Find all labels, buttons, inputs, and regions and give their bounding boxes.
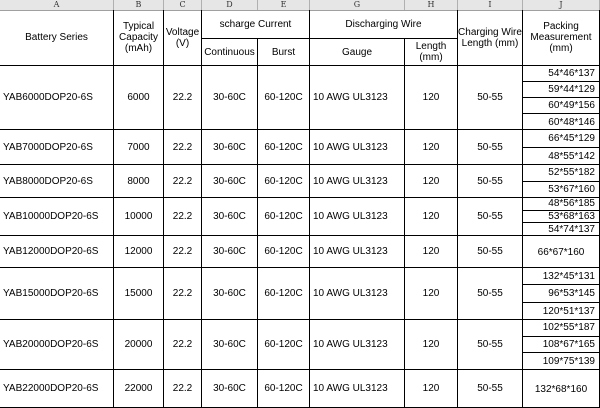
- cell-continuous[interactable]: 30-60C: [202, 198, 258, 236]
- cell-length[interactable]: 120: [405, 130, 458, 165]
- cell-continuous[interactable]: 30-60C: [202, 130, 258, 165]
- cell-packing[interactable]: [523, 320, 600, 370]
- cell-continuous[interactable]: 30-60C: [202, 165, 258, 198]
- header-length[interactable]: Length (mm): [405, 39, 458, 66]
- cell-gauge[interactable]: 10 AWG UL3123: [310, 198, 405, 236]
- cell-gauge[interactable]: 10 AWG UL3123: [310, 268, 405, 320]
- cell-burst[interactable]: 60-120C: [258, 130, 310, 165]
- packing-measurement: 108*67*165: [523, 337, 599, 354]
- cell-charging-wire[interactable]: 50-55: [458, 165, 523, 198]
- cell-gauge[interactable]: 10 AWG UL3123: [310, 130, 405, 165]
- cell-length[interactable]: 120: [405, 320, 458, 370]
- column-letter-d[interactable]: D: [202, 0, 258, 10]
- header-charging-wire[interactable]: Charging Wire Length (mm): [458, 10, 523, 66]
- packing-measurement: 48*56*185: [523, 198, 599, 211]
- cell-battery-series[interactable]: YAB10000DOP20-6S: [0, 198, 114, 236]
- cell-battery-series[interactable]: YAB15000DOP20-6S: [0, 268, 114, 320]
- packing-measurement: 59*44*129: [523, 82, 599, 98]
- cell-packing[interactable]: [523, 198, 600, 236]
- cell-burst[interactable]: 60-120C: [258, 236, 310, 268]
- cell-length[interactable]: 120: [405, 268, 458, 320]
- cell-gauge[interactable]: 10 AWG UL3123: [310, 370, 405, 408]
- cell-length[interactable]: 120: [405, 66, 458, 130]
- cell-gauge[interactable]: 10 AWG UL3123: [310, 165, 405, 198]
- column-letter-i[interactable]: I: [458, 0, 523, 10]
- cell-capacity[interactable]: 7000: [114, 130, 164, 165]
- packing-measurement: 66*45*129: [523, 130, 599, 148]
- cell-voltage[interactable]: 22.2: [164, 130, 202, 165]
- cell-battery-series[interactable]: YAB8000DOP20-6S: [0, 165, 114, 198]
- packing-measurement: 96*53*145: [523, 285, 599, 302]
- header-burst[interactable]: Burst: [258, 39, 310, 66]
- cell-packing[interactable]: [523, 236, 600, 268]
- cell-voltage[interactable]: 22.2: [164, 165, 202, 198]
- column-letter-j[interactable]: J: [523, 0, 600, 10]
- header-gauge[interactable]: Gauge: [310, 39, 405, 66]
- cell-continuous[interactable]: 30-60C: [202, 66, 258, 130]
- cell-length[interactable]: 120: [405, 370, 458, 408]
- packing-measurement: 120*51*137: [542, 305, 595, 317]
- cell-capacity[interactable]: 20000: [114, 320, 164, 370]
- header-discharge-current[interactable]: scharge Current: [202, 10, 310, 39]
- cell-burst[interactable]: 60-120C: [258, 165, 310, 198]
- packing-measurement: 60*49*156: [523, 98, 599, 114]
- column-letter-g[interactable]: G: [310, 0, 405, 10]
- cell-voltage[interactable]: 22.2: [164, 198, 202, 236]
- packing-measurement: 109*75*139: [542, 356, 595, 368]
- cell-charging-wire[interactable]: 50-55: [458, 320, 523, 370]
- cell-capacity[interactable]: 10000: [114, 198, 164, 236]
- cell-packing[interactable]: [523, 370, 600, 408]
- cell-packing[interactable]: [523, 268, 600, 320]
- cell-capacity[interactable]: 22000: [114, 370, 164, 408]
- header-voltage[interactable]: Voltage (V): [164, 10, 202, 66]
- cell-burst[interactable]: 60-120C: [258, 370, 310, 408]
- cell-continuous[interactable]: 30-60C: [202, 320, 258, 370]
- header-continuous[interactable]: Continuous: [202, 39, 258, 66]
- cell-continuous[interactable]: 30-60C: [202, 236, 258, 268]
- cell-battery-series[interactable]: YAB6000DOP20-6S: [0, 66, 114, 130]
- cell-charging-wire[interactable]: 50-55: [458, 66, 523, 130]
- packing-measurement: 52*55*182: [523, 165, 599, 182]
- cell-charging-wire[interactable]: 50-55: [458, 370, 523, 408]
- column-letter-h[interactable]: H: [405, 0, 458, 10]
- cell-capacity[interactable]: 12000: [114, 236, 164, 268]
- header-packing[interactable]: Packing Measurement (mm): [523, 10, 600, 66]
- cell-voltage[interactable]: 22.2: [164, 320, 202, 370]
- packing-measurement: 66*67*160: [537, 246, 585, 258]
- cell-capacity[interactable]: 6000: [114, 66, 164, 130]
- cell-packing[interactable]: [523, 130, 600, 165]
- cell-voltage[interactable]: 22.2: [164, 370, 202, 408]
- header-battery-series[interactable]: Battery Series: [0, 10, 114, 66]
- column-letter-b[interactable]: B: [114, 0, 164, 10]
- cell-continuous[interactable]: 30-60C: [202, 268, 258, 320]
- cell-charging-wire[interactable]: 50-55: [458, 236, 523, 268]
- packing-measurement: 48*55*142: [548, 150, 595, 162]
- packing-measurement: 60*48*146: [548, 116, 595, 128]
- cell-charging-wire[interactable]: 50-55: [458, 130, 523, 165]
- cell-gauge[interactable]: 10 AWG UL3123: [310, 66, 405, 130]
- cell-voltage[interactable]: 22.2: [164, 268, 202, 320]
- packing-measurement: 54*74*137: [548, 224, 595, 236]
- header-discharging-wire[interactable]: Discharging Wire: [310, 10, 458, 39]
- cell-packing[interactable]: [523, 66, 600, 130]
- cell-packing[interactable]: [523, 165, 600, 198]
- column-letter-a[interactable]: A: [0, 0, 114, 10]
- cell-length[interactable]: 120: [405, 165, 458, 198]
- header-capacity[interactable]: Typical Capacity (mAh): [114, 10, 164, 66]
- packing-measurement: 132*45*131: [523, 268, 599, 285]
- cell-burst[interactable]: 60-120C: [258, 66, 310, 130]
- cell-charging-wire[interactable]: 50-55: [458, 198, 523, 236]
- cell-charging-wire[interactable]: 50-55: [458, 268, 523, 320]
- column-letter-c[interactable]: C: [164, 0, 202, 10]
- cell-gauge[interactable]: 10 AWG UL3123: [310, 236, 405, 268]
- packing-measurement: 54*46*137: [523, 66, 599, 82]
- cell-battery-series[interactable]: YAB7000DOP20-6S: [0, 130, 114, 165]
- packing-measurement: 53*67*160: [548, 184, 595, 196]
- cell-length[interactable]: 120: [405, 236, 458, 268]
- cell-voltage[interactable]: 22.2: [164, 66, 202, 130]
- packing-measurement: 102*55*187: [523, 320, 599, 337]
- cell-burst[interactable]: 60-120C: [258, 198, 310, 236]
- cell-continuous[interactable]: 30-60C: [202, 370, 258, 408]
- cell-gauge[interactable]: 10 AWG UL3123: [310, 320, 405, 370]
- cell-burst[interactable]: 60-120C: [258, 268, 310, 320]
- cell-battery-series[interactable]: YAB22000DOP20-6S: [0, 370, 114, 408]
- packing-measurement: 132*68*160: [534, 383, 588, 395]
- cell-capacity[interactable]: 15000: [114, 268, 164, 320]
- cell-battery-series[interactable]: YAB20000DOP20-6S: [0, 320, 114, 370]
- cell-length[interactable]: 120: [405, 198, 458, 236]
- cell-battery-series[interactable]: YAB12000DOP20-6S: [0, 236, 114, 268]
- cell-voltage[interactable]: 22.2: [164, 236, 202, 268]
- packing-measurement: 53*68*163: [523, 211, 599, 224]
- cell-capacity[interactable]: 8000: [114, 165, 164, 198]
- column-letter-e[interactable]: E: [258, 0, 310, 10]
- cell-burst[interactable]: 60-120C: [258, 320, 310, 370]
